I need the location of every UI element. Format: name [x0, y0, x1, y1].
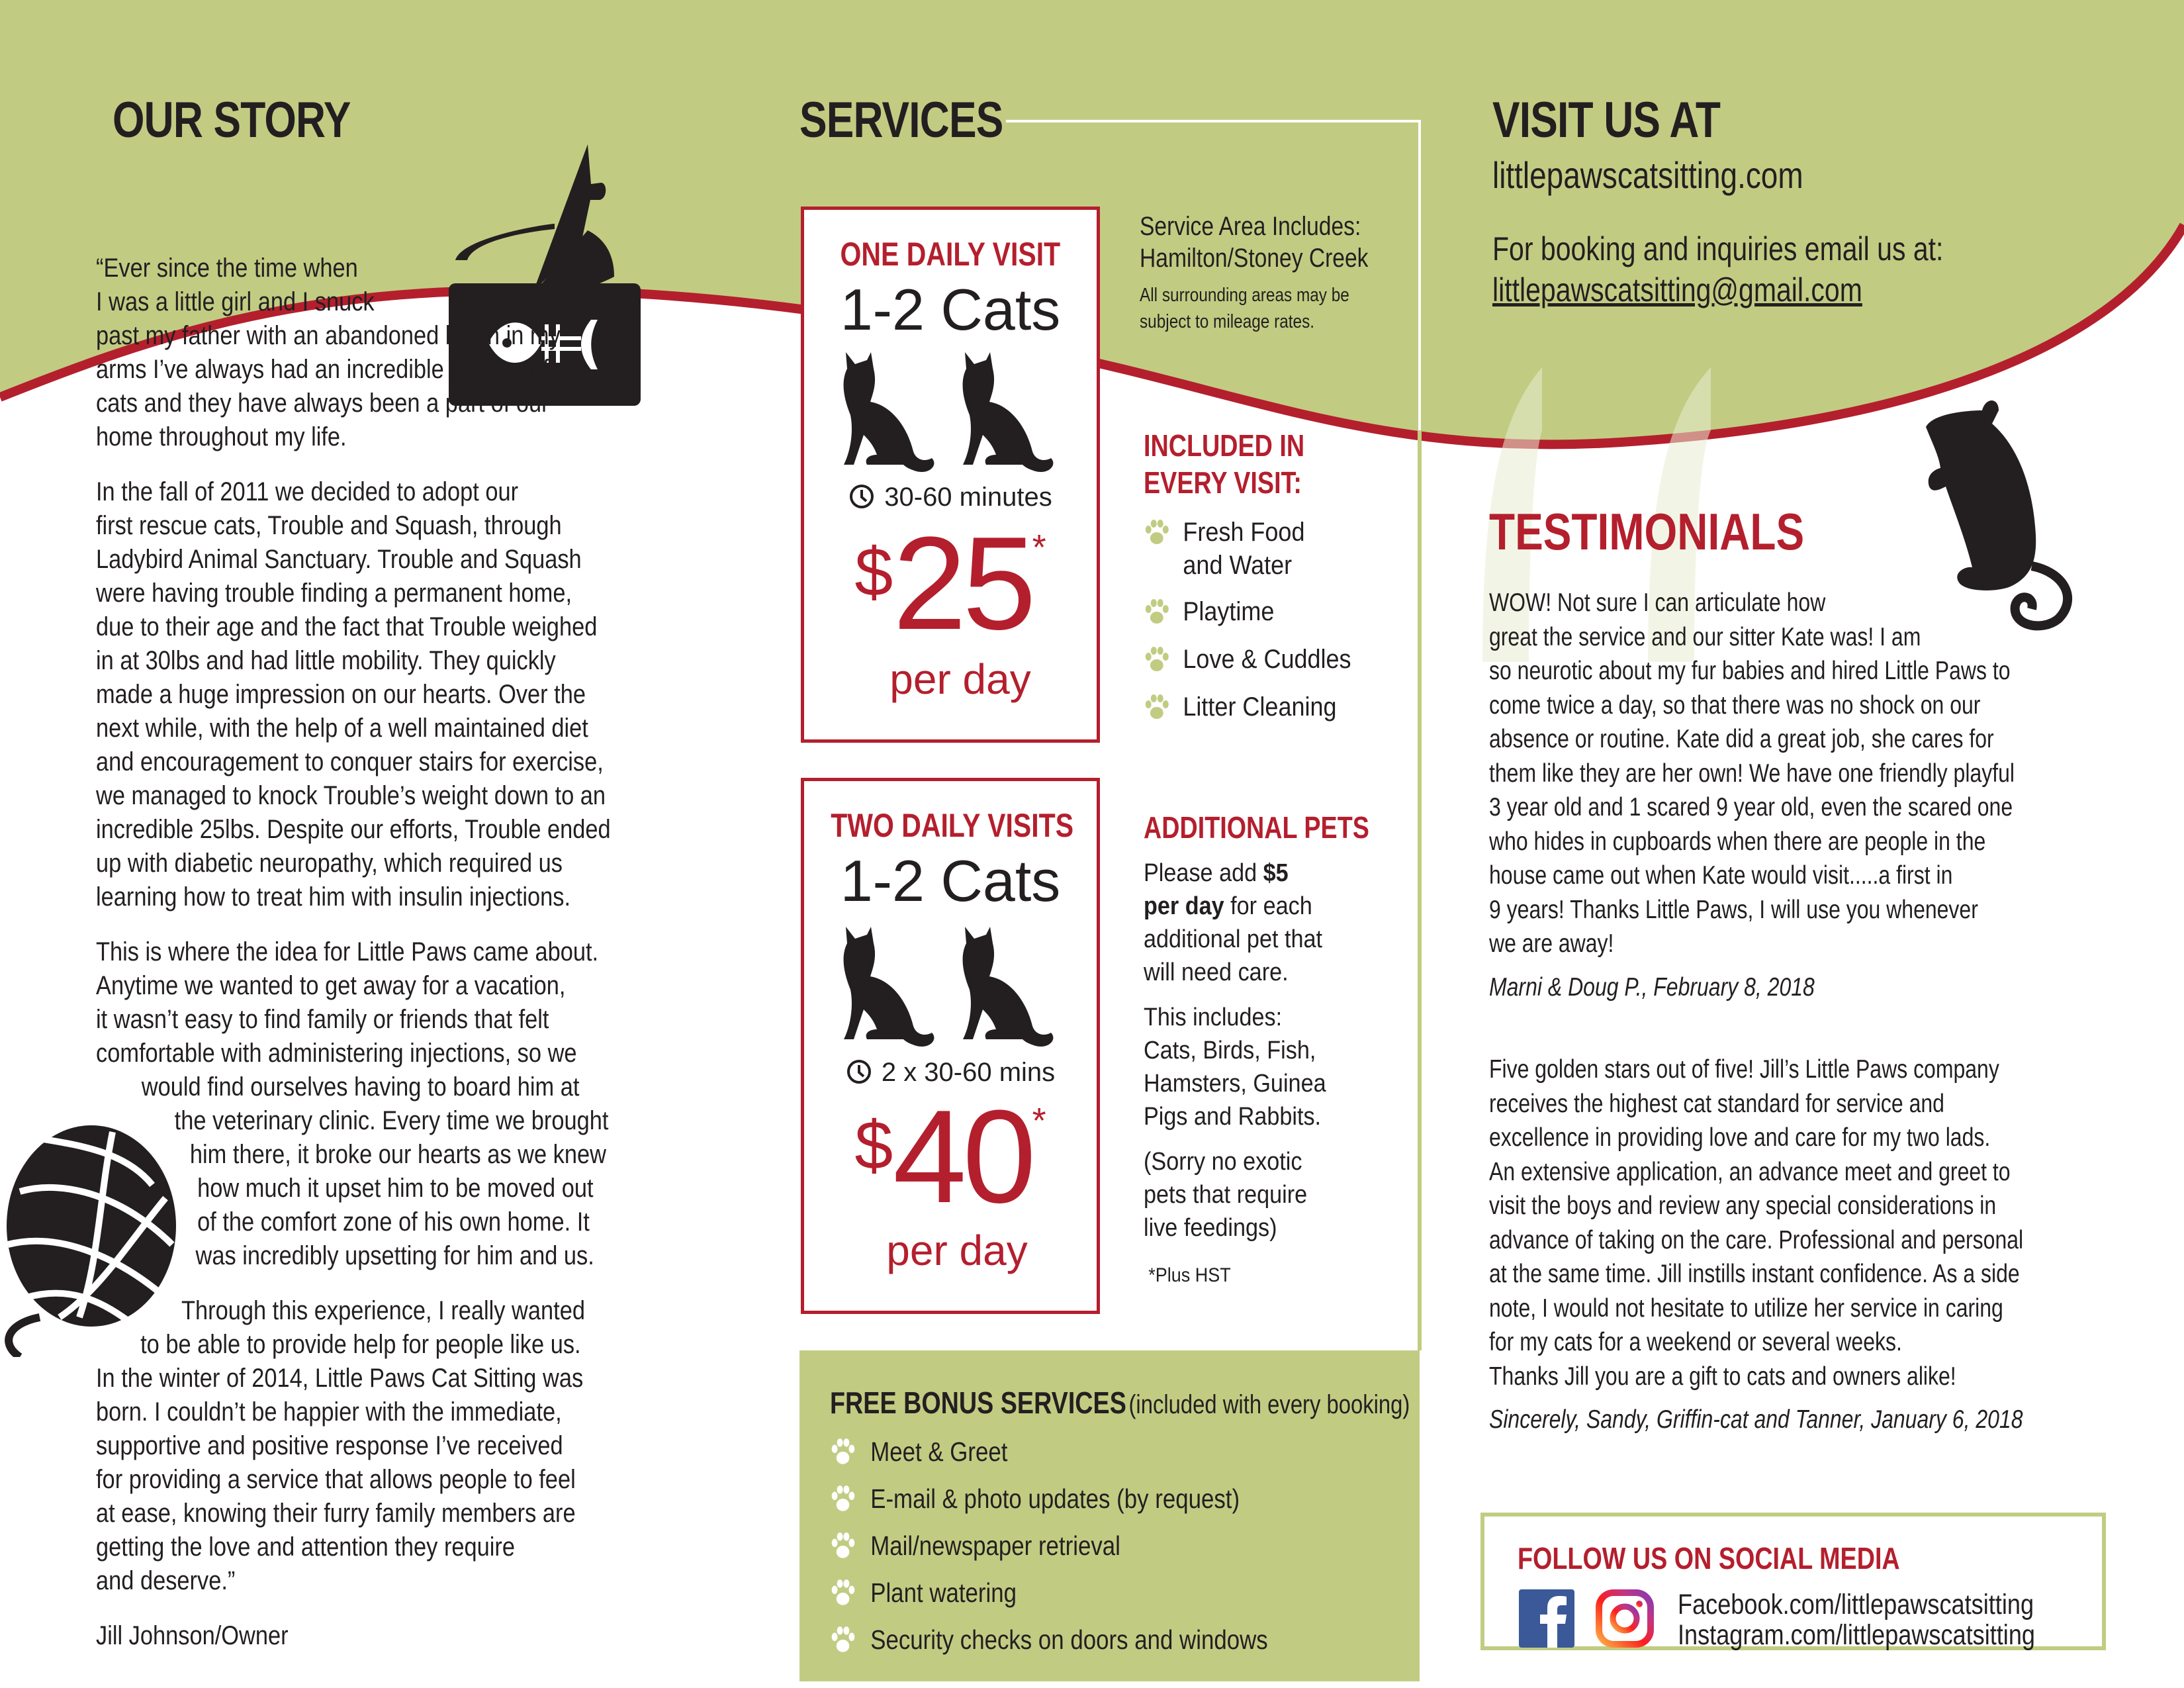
- plan-cat-count: 1-2 Cats: [840, 848, 1061, 914]
- testimonials-heading: TESTIMONIALS: [1489, 502, 1805, 561]
- instagram-icon[interactable]: [1596, 1589, 1654, 1648]
- additional-pets-section: [1144, 809, 1419, 1292]
- instagram-link[interactable]: Instagram.com/littlepawscatsitting: [1678, 1619, 2036, 1651]
- clock-icon: [848, 483, 875, 510]
- our-story-heading: OUR STORY: [113, 92, 351, 148]
- testimonial-author: Marni & Doug P., February 8, 2018: [1489, 972, 1815, 1002]
- service-area-line1: Service Area Includes:: [1140, 212, 1361, 241]
- social-links: [1678, 1589, 2035, 1650]
- service-area-line2: Hamilton/Stoney Creek: [1140, 244, 1369, 273]
- plan-price: $40*: [854, 1083, 1046, 1231]
- plan-card-two-daily-visits: [801, 778, 1100, 1314]
- story-paragraph-2: In the fall of 2011 we decided to adopt our first rescue cats, Trouble and Squash, through Ladybird Animal Sanctuary. Trouble and Squash were having trouble finding a permanent home, due to their age and the fact that Trouble weighed in at 30lbs and had little mobility. They quickly made a huge impression on our hearts. Over the next while, with the help of a well maintained diet and encouragement to conquer stairs for exercise, we managed to knock Trouble’s weight down to an incredible 25lbs. Despite our efforts, Trouble ended up with diabetic neuropathy, which required us learning how to treat him with insulin injections.: [96, 477, 611, 912]
- free-bonus-services-panel: [799, 1350, 1420, 1681]
- story-paragraph-1: “Ever since the time when I was a little girl and I snuck past my father with an abandoned kitten in my arms I’ve always had an incredible soft spot for cats and they have always been a part of our home throughout my life.: [96, 254, 570, 451]
- paw-print-icon: [1144, 645, 1170, 675]
- bonus-item: Security checks on doors and windows: [830, 1617, 1268, 1664]
- included-item: Fresh Food and Water: [1144, 516, 1351, 595]
- paw-print-icon: [830, 1625, 856, 1656]
- additional-pets-heading: ADDITIONAL PETS: [1144, 810, 1369, 845]
- paw-print-icon: [1144, 693, 1170, 722]
- service-area: [1140, 211, 1368, 335]
- included-item: Love & Cuddles: [1144, 643, 1351, 690]
- included-heading-line1: INCLUDED IN: [1144, 428, 1305, 463]
- paw-print-icon: [830, 1484, 856, 1515]
- bonus-item: E-mail & photo updates (by request): [830, 1476, 1268, 1523]
- cat-silhouette-icon: [960, 352, 1059, 475]
- plan-per-day: per day: [889, 655, 1031, 703]
- paw-print-icon: [1144, 598, 1170, 627]
- yarn-ball-icon: [0, 1119, 185, 1357]
- plan-title: TWO DAILY VISITS: [831, 807, 1074, 844]
- story-paragraph-4: Through this experience, I really wanted to be able to provide help for people like us. In the winter of 2014, Little Paws Cat Sitting was born. I couldn’t be happier with the immediate, supportive and positive response I’ve received for providing a service that allows people to feel at ease, knowing their furry family members are getting the love and attention they require and deserve.”: [96, 1296, 585, 1595]
- bonus-item: Meet & Greet: [830, 1429, 1268, 1476]
- plan-price: $25*: [854, 510, 1046, 657]
- social-media-box: [1480, 1513, 2106, 1650]
- cat-silhouette-icon: [960, 927, 1059, 1049]
- booking-text: For booking and inquiries email us at:: [1492, 230, 1944, 267]
- paw-print-icon: [1144, 518, 1170, 547]
- additional-pets-text: Please add $5 per day for each additional pet that will need care. This includes: Cats, Birds, Fish, Hamsters, Guinea Pigs and Rabbits. (Sorry no exotic pets that require live feedings) *Plus HST: [1144, 857, 1391, 1292]
- included-section: [1144, 427, 1374, 738]
- visit-heading: VISIT US AT: [1492, 92, 1721, 148]
- booking-info: [1492, 228, 1943, 310]
- footnote-plus-hst: *Plus HST: [1148, 1264, 1231, 1286]
- website-link[interactable]: littlepawscatsitting.com: [1492, 154, 1803, 196]
- paw-print-icon: [830, 1437, 856, 1468]
- services-heading: SERVICES: [799, 92, 1003, 148]
- cat-silhouettes: [841, 352, 1059, 478]
- bonus-heading: FREE BONUS SERVICES (included with every booking): [830, 1385, 1410, 1420]
- bonus-list: [830, 1429, 1268, 1664]
- bonus-item: Plant watering: [830, 1570, 1268, 1617]
- testimonial-1: WOW! Not sure I can articulate how great the service and our sitter Kate was! I am so neurotic about my fur babies and hired Little Paws to come twice a day, so that there was no shock on our absence or routine. Kate did a great job, she cares for them like they are her own! We have one friendly playful 3 year old and 1 scared 9 year old, even the scared one who hides in cupboards when there are people in the house came out when Kate would visit.....a first in 9 years! Thanks Little Paws, I will use you whenever we are away! Marni & Doug P., February 8, 2018: [1489, 586, 2015, 1004]
- facebook-link[interactable]: Facebook.com/littlepawscatsitting: [1678, 1589, 2034, 1620]
- testimonial-2: Five golden stars out of five! Jill’s Little Paws company receives the highest cat standard for service and excellence in providing love and care for my two lads. An extensive application, an advance meet and greet to visit the boys and review any special considerations in advance of taking on the care. Professional and personal at the same time. Jill instills instant confidence. As a side note, I would not hesitate to utilize her service in caring for my cats for a weekend or several weeks. Thanks Jill you are a gift to cats and owners alike! Sincerely, Sandy, Griffin-cat and Tanner, January 6, 2018: [1489, 1053, 2023, 1437]
- included-list: [1144, 516, 1351, 738]
- paw-print-icon: [830, 1578, 856, 1609]
- testimonial-author: Sincerely, Sandy, Griffin-cat and Tanner, January 6, 2018: [1489, 1405, 2023, 1434]
- email-link[interactable]: littlepawscatsitting@gmail.com: [1492, 271, 1862, 308]
- plan-duration: 30-60 minutes: [804, 483, 1097, 512]
- plan-per-day: per day: [886, 1227, 1028, 1274]
- service-area-note2: subject to mileage rates.: [1140, 311, 1315, 332]
- included-heading-line2: EVERY VISIT:: [1144, 465, 1302, 500]
- social-heading: FOLLOW US ON SOCIAL MEDIA: [1518, 1541, 1900, 1575]
- included-item: Litter Cleaning: [1144, 690, 1351, 738]
- plan-cat-count: 1-2 Cats: [840, 277, 1061, 342]
- facebook-icon[interactable]: [1519, 1589, 1574, 1648]
- plan-card-one-daily-visit: [801, 207, 1100, 743]
- plan-title: ONE DAILY VISIT: [840, 236, 1061, 273]
- story-paragraph-3: This is where the idea for Little Paws came about. Anytime we wanted to get away for a vacation, it wasn’t easy to find family or friends that felt comfortable with administering injections, so we would find ourselves having to board him at the veterinary clinic. Every time we brought him there, it broke our hearts as we knew how much it upset him to be moved out of the comfort zone of his own home. It was incredibly upsetting for him and us.: [96, 937, 609, 1270]
- service-area-note1: All surrounding areas may be: [1140, 285, 1349, 306]
- our-story-text: [96, 252, 611, 1674]
- cat-silhouettes: [841, 927, 1059, 1053]
- plan-duration: 2 x 30-60 mins: [804, 1058, 1097, 1088]
- included-item: Playtime: [1144, 595, 1351, 643]
- story-signature: Jill Johnson/Owner: [96, 1621, 289, 1650]
- clock-icon: [846, 1058, 872, 1085]
- bonus-item: Mail/newspaper retrieval: [830, 1523, 1268, 1570]
- cat-silhouette-icon: [841, 352, 940, 475]
- paw-print-icon: [830, 1531, 856, 1562]
- cat-silhouette-icon: [841, 927, 940, 1049]
